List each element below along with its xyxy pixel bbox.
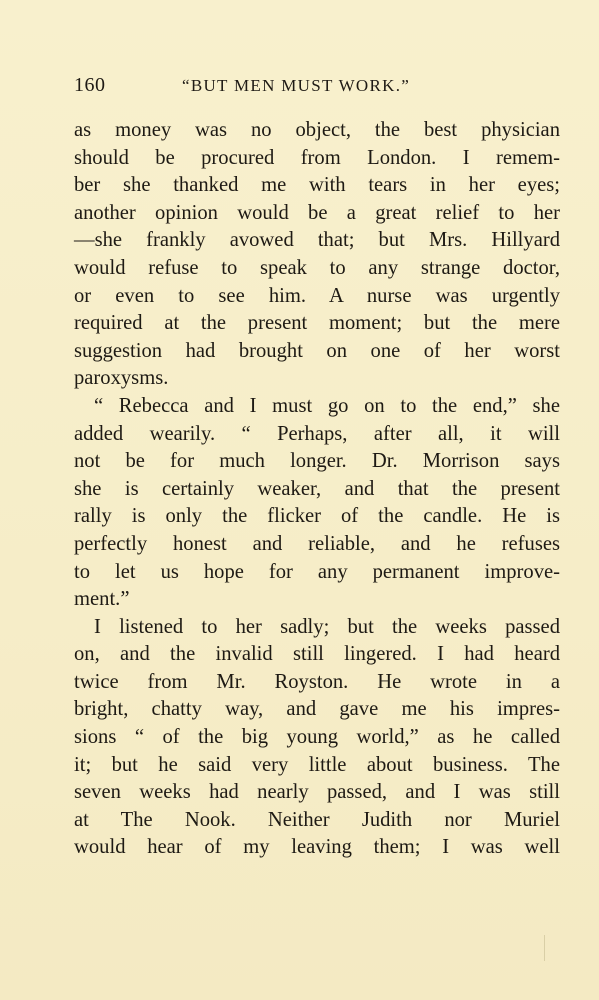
text-line: as money was no object, the best physician (74, 119, 560, 141)
page-header (74, 74, 560, 100)
text-line: “ Rebecca and I must go on to the end,” she (94, 394, 560, 417)
text-line: not be for much longer. Dr. Morrison says (74, 450, 560, 473)
text-line: it; but he said very little about business. The (74, 753, 560, 776)
text-line: required at the present moment; but the mere (74, 312, 560, 335)
text-line: paroxysms. (74, 367, 169, 390)
text-line: should be procured from London. I remem- (74, 146, 560, 169)
text-line: or even to see him. A nurse was urgently (74, 284, 560, 307)
text-line: another opinion would be a great relief to her (74, 201, 560, 224)
text-line: would hear of my leaving them; I was well (74, 836, 560, 859)
text-line: added wearily. “ Perhaps, after all, it will (74, 422, 560, 445)
text-line: on, and the invalid still lingered. I had heard (74, 643, 560, 666)
text-line: she is certainly weaker, and that the present (74, 477, 560, 500)
text-line: would refuse to speak to any strange doctor, (74, 256, 560, 279)
text-line: —she frankly avowed that; but Mrs. Hillyard (74, 229, 560, 252)
text-line: ber she thanked me with tears in her eyes; (74, 174, 560, 197)
text-line: ment.” (74, 588, 130, 611)
text-line: bright, chatty way, and gave me his impres- (74, 698, 560, 721)
page-edge-mark (544, 935, 545, 961)
text-line: sions “ of the big young world,” as he called (74, 726, 560, 749)
text-line: at The Nook. Neither Judith nor Muriel (74, 808, 560, 831)
text-line: I listened to her sadly; but the weeks passed (94, 615, 560, 638)
text-line: twice from Mr. Royston. He wrote in a (74, 670, 560, 693)
body-text (74, 117, 560, 862)
text-line: rally is only the flicker of the candle. He is (74, 505, 560, 528)
text-line: seven weeks had nearly passed, and I was still (74, 781, 560, 804)
running-title: “BUT MEN MUST WORK.” (182, 76, 411, 95)
text-line: suggestion had brought on one of her worst (74, 339, 560, 362)
page-number: 160 (74, 74, 106, 96)
text-line: to let us hope for any permanent improve- (74, 560, 560, 583)
text-line: perfectly honest and reliable, and he refuses (74, 532, 560, 555)
